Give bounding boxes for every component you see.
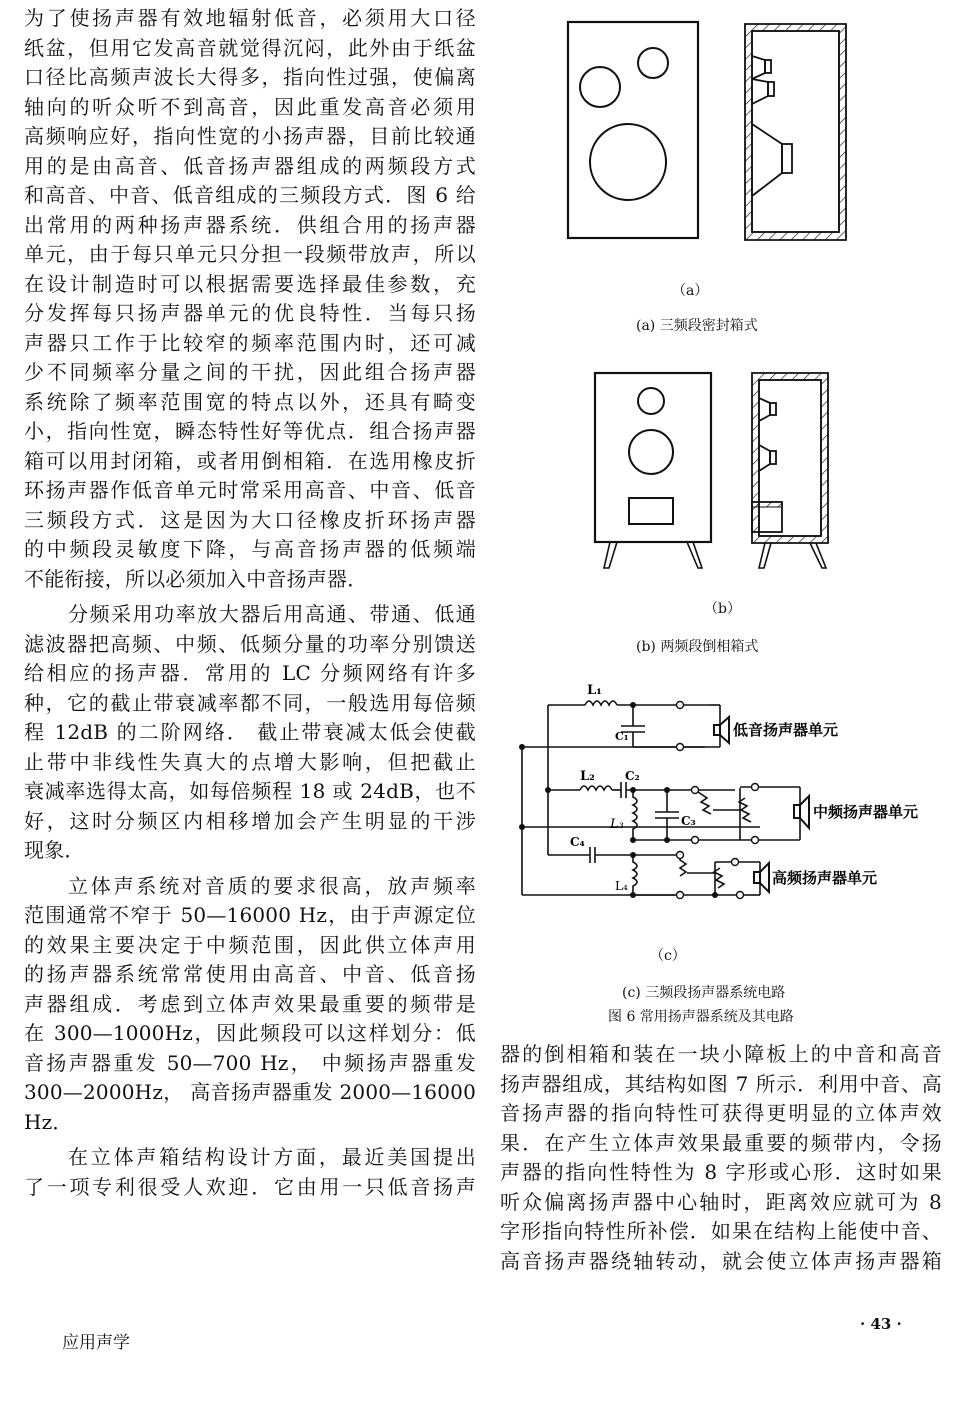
text-line: 分频采用功率放大器后用高通、带通、低通 [68, 602, 476, 626]
inductor-L3 [633, 790, 637, 840]
woofer-unit-label: 低音扬声器单元 [733, 721, 839, 739]
journal-name: 应用声学 [62, 1333, 130, 1353]
text-line: 果．在产生立体声效果最重要的频带内，令扬 [500, 1130, 942, 1155]
midrange-speaker-icon [794, 796, 809, 828]
text-line: 用的是由高音、低音扬声器组成的两频段方式 [24, 153, 476, 178]
text-line: 在设计制造时可以根据需要选择最佳参数，充 [24, 271, 476, 296]
text-line: 音扬声器重发 50—700 Hz， 中频扬声器重发 [24, 1050, 476, 1075]
right-column-text [500, 1040, 942, 1276]
inductor-L4 [633, 855, 637, 895]
text-line: 三频段方式．这是因为大口径橡皮折环扬声器 [24, 507, 476, 532]
text-line: 的效果主要决定于中频范围，因此供立体声用 [24, 932, 476, 957]
front-view-three-way-cabinet [568, 22, 698, 238]
text-line: 器的倒相箱和装在一块小障板上的中音和高音 [500, 1042, 942, 1066]
text-line: 的中频段灵敏度下降，与高音扬声器的低频端 [24, 537, 476, 561]
tweeter-unit-label: 高频扬声器单元 [772, 869, 878, 887]
bass-reflex-port [629, 498, 673, 524]
tweeter-circle [638, 48, 668, 78]
text-line: 扬声器组成，其结构如图 7 所示．利用中音、高 [500, 1071, 942, 1096]
label-C1: C₁ [615, 730, 629, 743]
text-line: 滤波器把高频、中频、低频分量的功率分别馈送 [24, 631, 476, 656]
label-L2: L₂ [580, 769, 595, 784]
text-line: 高频响应好，指向性宽的小扬声器，目前比较通 [24, 124, 476, 148]
text-line: 和高音、中音、低音组成的三频段方式．图 6 给 [24, 183, 476, 207]
text-line: 种，它的截止带衰减率都不同，一般选用每倍频 [24, 690, 476, 715]
figure-a-drawing [560, 18, 870, 248]
text-line: 范围通常不窄于 50—16000 Hz，由于声源定位 [24, 903, 476, 927]
figure-b-caption: (b) 两频段倒相箱式 [636, 639, 759, 655]
text-line: 纸盆，但用它发高音就觉得沉闷，此外由于纸盆 [24, 35, 476, 60]
figure-a-label: （a） [672, 283, 709, 299]
text-line: 字形指向特性所补偿．如果在结构上能使中音、 [500, 1219, 942, 1243]
midrange-circle [580, 67, 620, 107]
text-line: 环扬声器作低音单元时常采用高音、中音、低音 [24, 478, 476, 502]
text-line: 声器只工作于比较窄的频率范围内时，还可减 [24, 330, 476, 355]
text-line: 声器组成．考虑到立体声效果最重要的频带是 [24, 991, 476, 1016]
page-number: · 43 · [860, 1315, 902, 1333]
woofer-speaker-icon [714, 717, 729, 743]
label-C2: C₂ [625, 769, 640, 783]
text-line: 300—2000Hz， 高音扬声器重发 2000—16000 [24, 1080, 476, 1104]
figure-c-caption: (c) 三频段扬声器系统电路 [622, 985, 786, 1001]
text-line: 口径比高频声波长大得多，指向性过强，使偏离 [24, 65, 476, 89]
figure-6-title: 图 6 常用扬声器系统及其电路 [608, 1009, 794, 1025]
figure-c-crossover-circuit [515, 680, 960, 905]
text-line: 少不同频率分量之间的干扰，因此组合扬声器 [24, 360, 476, 384]
label-L1: L₁ [587, 683, 602, 698]
text-line: 程 12dB 的二阶网络． 截止带衰减太低会使截 [24, 720, 476, 744]
text-line: 在 300—1000Hz，因此频段可以这样划分：低 [24, 1021, 476, 1045]
text-line: 箱可以用封闭箱，或者用倒相箱．在选用橡皮折 [24, 448, 476, 473]
text-line: 听众偏离扬声器中心轴时，距离效应就可为 8 [500, 1189, 942, 1214]
text-line: 衰减率选得太高，如每倍频程 18 或 24dB，也不 [24, 779, 476, 803]
text-line: 高音扬声器绕轴转动，就会使立体声扬声器箱 [500, 1248, 942, 1273]
figure-b-drawing [580, 365, 860, 575]
text-line: 出常用的两种扬声器系统．供组合用的扬声器 [24, 212, 476, 237]
text-line: 系统除了频率范围宽的特点以外，还具有畸变 [24, 389, 476, 414]
label-C3: C₃ [681, 814, 696, 828]
text-line: 给相应的扬声器．常用的 LC 分频网络有许多 [24, 661, 476, 685]
text-line: 轴向的听众听不到高音，因此重发高音必须用 [24, 94, 476, 119]
text-line: 在立体声箱结构设计方面，最近美国提出 [68, 1145, 476, 1169]
midrange-unit-label: 中频扬声器单元 [813, 803, 919, 821]
inductor-L1 [585, 701, 617, 705]
inductor-L2 [580, 786, 612, 790]
text-line: 为了使扬声器有效地辐射低音，必须用大口径 [24, 6, 476, 30]
tweeter-speaker-icon [754, 863, 769, 892]
text-line: 止带中非线性失真大的点增大影响，但把截止 [24, 749, 476, 774]
side-section-sealed-cabinet [745, 24, 846, 240]
label-C4: C₄ [570, 835, 585, 849]
label-L3: L₃ [610, 817, 624, 832]
left-column-text [24, 4, 476, 1202]
text-line: 小，指向性宽，瞬态特性好等优点．组合扬声器 [24, 419, 476, 443]
text-line: 不能衔接，所以必须加入中音扬声器． [24, 566, 368, 591]
front-view-two-way-cabinet [595, 373, 711, 568]
text-line: 立体声系统对音质的要求很高，放声频率 [68, 873, 476, 898]
text-line: 声器的指向性特性为 8 字形或心形．这时如果 [500, 1160, 942, 1184]
text-line: 单元，由于每只单元只分担一段频带放声，所以 [24, 242, 476, 266]
text-line: 了一项专利很受人欢迎．它由用一只低音扬声 [24, 1174, 476, 1199]
text-line: 的扬声器系统常常使用由高音、中音、低音扬 [24, 962, 476, 986]
side-section-vented-cabinet [752, 373, 828, 568]
text-line: 现象． [24, 838, 85, 862]
label-L4: L₄ [615, 879, 628, 893]
text-line: 分发挥每只扬声器单元的优良特性．当每只扬 [24, 301, 476, 325]
text-line: Hz． [24, 1109, 73, 1134]
figure-b-label: （b） [704, 601, 741, 617]
text-line: 音扬声器的指向特性可获得更明显的立体声效 [500, 1101, 942, 1125]
figure-c-label: （c） [650, 948, 686, 964]
tweeter-circle [638, 388, 664, 414]
figure-a-caption: (a) 三频段密封箱式 [636, 318, 758, 334]
woofer-circle [629, 430, 673, 474]
woofer-circle [590, 124, 666, 200]
text-line: 好，这时分频区内相移增加会产生明显的干涉 [24, 808, 476, 833]
